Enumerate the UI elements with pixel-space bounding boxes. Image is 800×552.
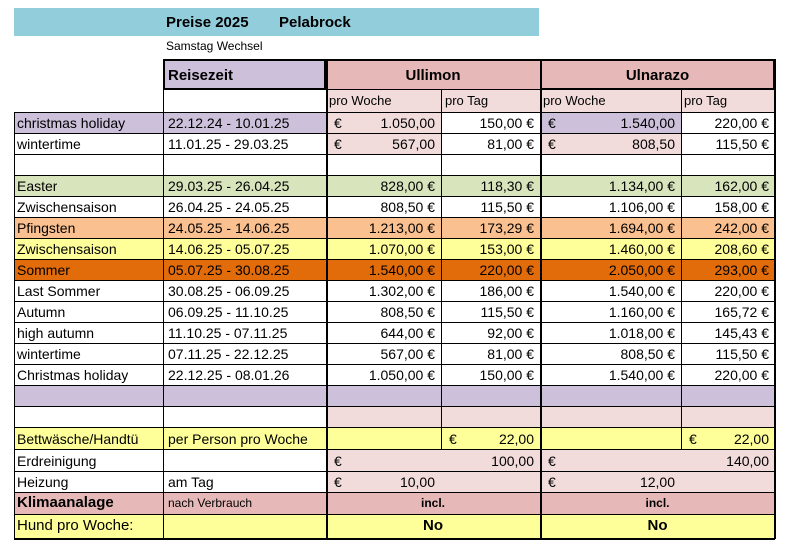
extra-label-cleaning: Erdreinigung (17, 453, 97, 469)
price-value: 140,00 (726, 453, 769, 469)
euro-sign: € (334, 115, 342, 131)
price-value: 100,00 (491, 453, 534, 469)
price-cell: 1.540,00 € (608, 367, 675, 383)
euro-sign: € (548, 136, 556, 152)
row-bg-blank-lav (14, 385, 775, 406)
price-cell: 115,50 € (480, 199, 534, 215)
euro-sign: € (689, 431, 697, 447)
season-dates: 06.09.25 - 11.10.25 (168, 304, 289, 320)
price-cell: 165,72 € (714, 304, 769, 320)
season-label: Sommer (17, 262, 70, 278)
price-cell: 1.018,00 € (608, 325, 675, 341)
price-cell: 808,50 € (380, 304, 435, 320)
subtitle: Samstag Wechsel (166, 39, 263, 53)
season-label: christmas holiday (17, 115, 126, 131)
extra-unit-heating: am Tag (168, 474, 214, 490)
u-per-day-header: pro Tag (445, 93, 489, 108)
season-label: wintertime (17, 136, 81, 152)
house1-name: Ullimon (405, 67, 461, 84)
extra-label-heating: Heizung (17, 474, 69, 490)
price-cell: 158,00 € (714, 199, 769, 215)
price-cell: 1.134,00 € (608, 178, 675, 194)
season-label: Last Sommer (17, 283, 101, 299)
u-per-week-header: pro Woche (329, 93, 392, 108)
season-label: Autumn (17, 304, 66, 320)
price-cell: 1.070,00 € (368, 241, 435, 257)
price-value: 12,00 (639, 474, 675, 490)
price-cell: 220,00 € (714, 367, 769, 383)
euro-sign: € (449, 431, 457, 447)
price-cell: 1.540,00 € (608, 283, 675, 299)
price-cell: 173,29 € (479, 220, 534, 236)
price-cell (540, 112, 681, 133)
season-dates: 26.04.25 - 24.05.25 (168, 199, 290, 215)
price-cell: 1.213,00 € (368, 220, 435, 236)
season-dates: 29.03.25 - 26.04.25 (168, 178, 290, 194)
price-cell: 81,00 € (487, 346, 534, 362)
price-cell: 644,00 € (380, 325, 435, 341)
grid-h (14, 154, 775, 155)
euro-sign: € (548, 474, 556, 490)
price-cell: 808,50 € (380, 199, 435, 215)
season-label: wintertime (17, 346, 81, 362)
price-cell: 1.106,00 € (608, 199, 675, 215)
season-label: Easter (17, 178, 58, 194)
season-dates: 11.10.25 - 07.11.25 (168, 325, 288, 341)
euro-sign: € (334, 453, 342, 469)
price-cell: 808,50 € (620, 346, 675, 362)
price-value: 808,50 (632, 136, 675, 152)
price-cell: 1.694,00 € (608, 220, 675, 236)
extra-label-dog: Hund pro Woche: (17, 517, 134, 534)
location-title: Pelabrock (279, 14, 351, 31)
price-cell: 162,00 € (714, 178, 769, 194)
season-label: Zwischensaison (17, 241, 117, 257)
page-title: Preise 2025 (166, 14, 249, 31)
n-per-day-header: pro Tag (684, 93, 728, 108)
price-cell: 208,60 € (714, 241, 769, 257)
dog-value-u: No (423, 517, 443, 534)
price-cell: 293,00 € (714, 262, 769, 278)
season-dates: 22.12.25 - 08.01.26 (168, 367, 290, 383)
price-cell: 150,00 € (479, 115, 534, 131)
season-dates: 05.07.25 - 30.08.25 (168, 262, 290, 278)
price-cell: 153,00 € (479, 241, 534, 257)
price-cell: 220,00 € (714, 283, 769, 299)
season-dates: 22.12.24 - 10.01.25 (168, 115, 290, 131)
price-cell: 567,00 € (380, 346, 435, 362)
season-label: Pfingsten (17, 220, 76, 236)
price-cell: 118,30 € (480, 178, 534, 194)
extra-unit-linen: per Person pro Woche (168, 431, 308, 447)
price-cell (326, 112, 441, 133)
row-bg-blank-pink-n (540, 406, 775, 427)
grid-v (163, 59, 164, 539)
euro-sign: € (334, 474, 342, 490)
price-cell (326, 133, 441, 154)
price-cell: 828,00 € (380, 178, 435, 194)
price-value: 22,00 (733, 431, 769, 447)
season-dates: 07.11.25 - 22.12.25 (168, 346, 289, 362)
row-bg-blank-pink-u (326, 406, 540, 427)
grid-h (14, 538, 775, 540)
price-value: 567,00 (392, 136, 435, 152)
cleaning-price-u (326, 450, 540, 471)
price-cell: 1.540,00 € (368, 262, 435, 278)
price-cell: 1.302,00 € (368, 283, 435, 299)
season-dates: 11.01.25 - 29.03.25 (168, 136, 289, 152)
season-dates: 30.08.25 - 06.09.25 (168, 283, 290, 299)
heating-price-n (540, 471, 681, 492)
dog-value-n: No (647, 517, 668, 534)
price-cell: 115,50 € (715, 136, 769, 152)
season-label: Zwischensaison (17, 199, 117, 215)
price-cell: 145,43 € (714, 325, 769, 341)
price-cell: 81,00 € (487, 136, 534, 152)
price-value: 10,00 (399, 474, 435, 490)
price-cell: 115,50 € (715, 346, 769, 362)
ac-value-n: incl. (645, 496, 670, 510)
ac-value-u: incl. (420, 496, 445, 510)
extra-unit-ac: nach Verbrauch (168, 496, 253, 510)
linen-price-u (441, 428, 540, 449)
grid-h (14, 406, 775, 407)
price-cell: 1.050,00 € (368, 367, 435, 383)
price-value: 1.540,00 (620, 115, 675, 131)
price-cell: 150,00 € (479, 367, 534, 383)
price-value: 1.050,00 (380, 115, 435, 131)
cleaning-price-n (540, 450, 775, 471)
house2-name: Ulnarazo (625, 67, 690, 84)
price-cell: 1.160,00 € (608, 304, 675, 320)
period-header-label: Reisezeit (168, 67, 234, 84)
euro-sign: € (334, 136, 342, 152)
price-cell: 2.050,00 € (608, 262, 675, 278)
price-cell: 115,50 € (480, 304, 534, 320)
linen-price-n (681, 428, 775, 449)
season-label: Christmas holiday (17, 367, 129, 383)
heating-price-u (326, 471, 441, 492)
n-per-week-header: pro Woche (543, 93, 606, 108)
price-value: 22,00 (498, 431, 534, 447)
price-cell: 92,00 € (487, 325, 534, 341)
price-cell: 1.460,00 € (608, 241, 675, 257)
extra-label-linen: Bettwäsche/Handtü (17, 431, 139, 447)
season-dates: 24.05.25 - 14.06.25 (168, 220, 290, 236)
season-label: high autumn (17, 325, 95, 341)
price-cell: 242,00 € (714, 220, 769, 236)
season-dates: 14.06.25 - 05.07.25 (168, 241, 290, 257)
price-cell: 220,00 € (714, 115, 769, 131)
euro-sign: € (548, 453, 556, 469)
extra-label-ac: Klimaanalage (17, 494, 114, 511)
price-cell: 220,00 € (479, 262, 534, 278)
price-cell: 186,00 € (479, 283, 534, 299)
price-cell (540, 133, 681, 154)
euro-sign: € (548, 115, 556, 131)
title-bar (14, 8, 539, 36)
